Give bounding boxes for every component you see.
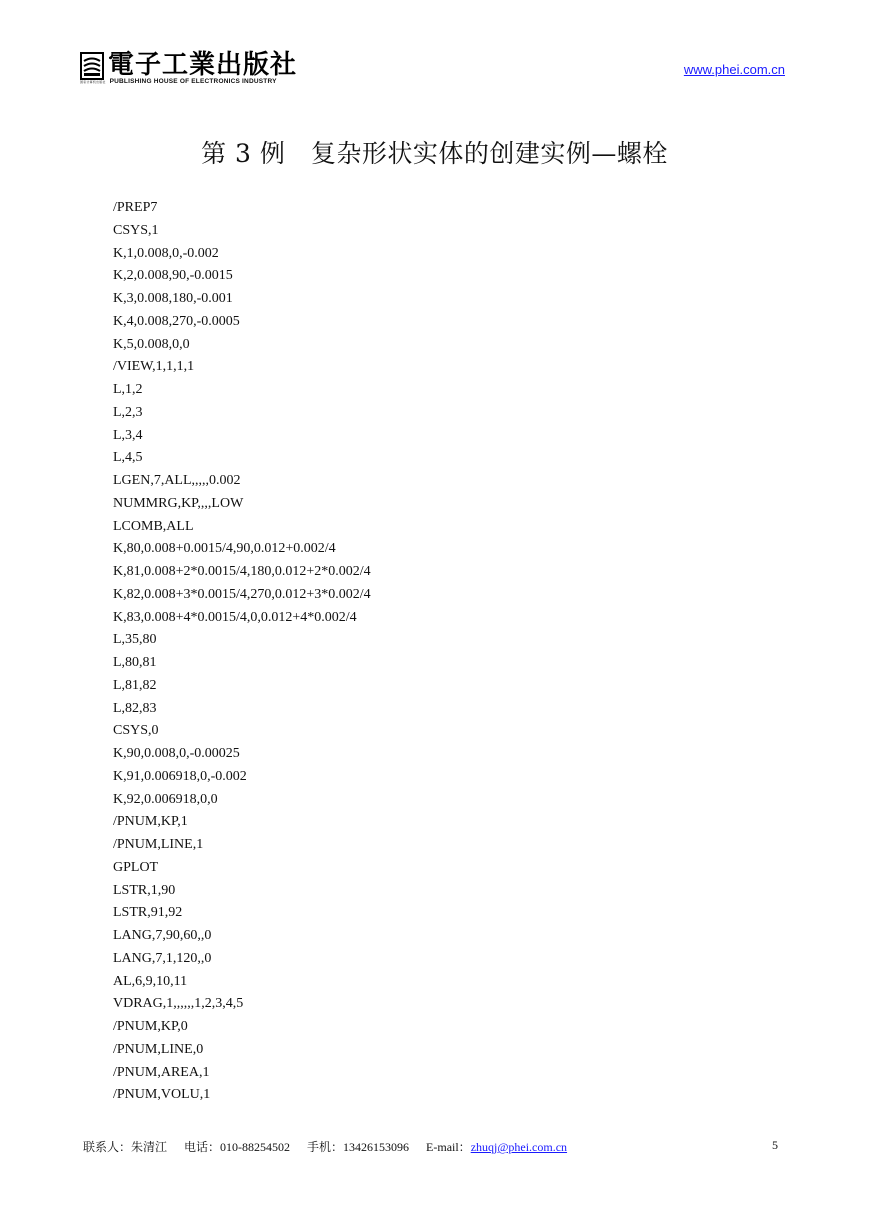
- publisher-name-small: 国家计算机出版社: [80, 80, 106, 84]
- code-line: L,4,5: [113, 450, 143, 466]
- publisher-name-en: PUBLISHING HOUSE OF ELECTRONICS INDUSTRY: [109, 78, 277, 85]
- code-line: /PNUM,VOLU,1: [113, 1087, 211, 1103]
- code-line: K,1,0.008,0,-0.002: [113, 245, 219, 261]
- code-line: /PNUM,AREA,1: [113, 1064, 210, 1080]
- footer-email-link[interactable]: zhuqj@phei.com.cn: [470, 1140, 568, 1154]
- page-footer: [83, 1138, 783, 1155]
- page-title: 第 3 例 复杂形状实体的创建实例—螺栓: [201, 139, 668, 168]
- code-block: [113, 197, 371, 1107]
- code-line: LANG,7,1,120,,0: [113, 950, 212, 966]
- code-line: L,82,83: [113, 700, 157, 716]
- code-line: NUMMRG,KP,,,,LOW: [113, 495, 244, 511]
- code-line: LGEN,7,ALL,,,,,0.002: [113, 473, 241, 488]
- code-line: /PNUM,LINE,1: [113, 837, 204, 852]
- code-line: AL,6,9,10,11: [113, 973, 188, 989]
- code-line: CSYS,0: [113, 723, 159, 739]
- code-line: L,3,4: [113, 427, 143, 443]
- code-line: /VIEW,1,1,1,1: [113, 359, 195, 375]
- code-line: K,4,0.008,270,-0.0005: [113, 313, 240, 329]
- code-line: K,2,0.008,90,-0.0015: [113, 268, 233, 284]
- code-line: K,82,0.008+3*0.0015/4,270,0.012+3*0.002/4: [113, 586, 371, 602]
- footer-mobile: 手机：13426153096: [307, 1140, 410, 1154]
- publisher-name-cn: 電子工業出版社: [108, 50, 298, 80]
- code-line: K,81,0.008+2*0.0015/4,180,0.012+2*0.002/4: [113, 564, 371, 579]
- code-line: LSTR,1,90: [113, 882, 176, 898]
- code-line: LSTR,91,92: [113, 905, 183, 921]
- page-header: [0, 0, 869, 100]
- code-line: K,3,0.008,180,-0.001: [113, 291, 233, 306]
- code-line: K,92,0.006918,0,0: [113, 791, 218, 807]
- code-line: L,2,3: [113, 404, 143, 420]
- code-line: L,35,80: [113, 632, 157, 648]
- code-line: L,80,81: [113, 655, 157, 670]
- code-line: GPLOT: [113, 859, 159, 875]
- code-line: K,5,0.008,0,0: [113, 336, 190, 352]
- footer-email-label: E-mail：: [426, 1140, 471, 1154]
- publisher-logo: [80, 50, 298, 90]
- code-line: K,80,0.008+0.0015/4,90,0.012+0.002/4: [113, 541, 336, 557]
- code-line: CSYS,1: [113, 222, 159, 238]
- publisher-logo-icon: [80, 52, 104, 80]
- code-line: /PNUM,LINE,0: [113, 1041, 204, 1057]
- code-line: LCOMB,ALL: [113, 518, 194, 534]
- code-line: L,1,2: [113, 382, 143, 397]
- code-line: K,90,0.008,0,-0.00025: [113, 746, 240, 761]
- code-line: VDRAG,1,,,,,,1,2,3,4,5: [113, 996, 244, 1012]
- code-line: LANG,7,90,60,,0: [113, 928, 212, 943]
- footer-contact: 联系人：朱清江: [83, 1140, 168, 1154]
- code-line: /PREP7: [113, 200, 158, 215]
- code-line: K,91,0.006918,0,-0.002: [113, 768, 247, 784]
- publisher-name-en-row: [80, 78, 277, 86]
- code-line: L,81,82: [113, 677, 157, 693]
- code-line: K,83,0.008+4*0.0015/4,0,0.012+4*0.002/4: [113, 609, 357, 625]
- footer-phone: 电话：010-88254502: [184, 1140, 291, 1154]
- code-line: /PNUM,KP,0: [113, 1019, 188, 1034]
- code-line: /PNUM,KP,1: [113, 814, 188, 830]
- page-number: 5: [772, 1138, 778, 1152]
- website-link[interactable]: www.phei.com.cn: [683, 62, 785, 77]
